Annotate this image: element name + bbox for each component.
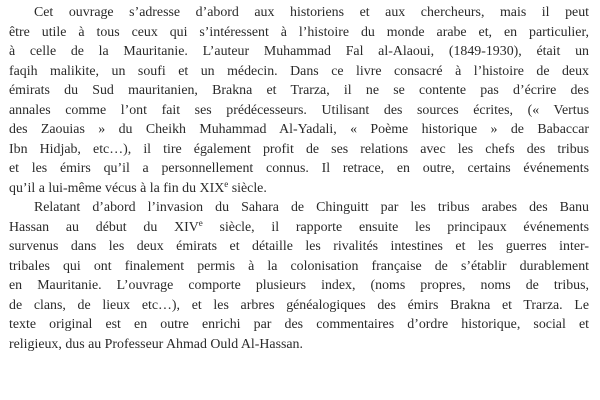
paragraph-2-line-2-after: siècle, il rapporte ensuite les principaux événements	[202, 219, 589, 235]
paragraph-1-line-1: Cet ouvrage s’adresse d’abord aux historiens et aux chercheurs, mais il peut	[34, 5, 589, 20]
paragraph-2-line-1: Relatant d’abord l’invasion du Sahara de Chinguitt par les tribus arabes des Banu	[34, 200, 589, 215]
paragraph-1-line-5: émirats du Sud mauritanien, Brakna et Trarza, il ne se contente pas d’écrire des	[9, 83, 589, 98]
paragraph-2-line-6: de clans, de lieux etc…), et les arbres généalogiques des émirs Brakna et Trarza. Le	[9, 297, 589, 313]
paragraph-2-line-2	[9, 218, 589, 238]
paragraph-1-line-2: être utile à tous ceux qui s’intéressent à l’histoire du monde arabe et, en particulier,	[9, 24, 589, 40]
paragraph-1-line-10-after: siècle.	[228, 180, 267, 196]
paragraph-1-line-10-before: qu’il a lui-même vécus à la fin du XIX	[9, 180, 225, 196]
paragraph-1-line-3: à celle de la Mauritanie. L’auteur Muhammad Fal al-Alaoui, (1849-1930), était un	[9, 44, 589, 59]
paragraph-1-line-8: Ibn Hidjab, etc…), il tire également profit de ses relations avec les chefs des tribus	[9, 141, 589, 157]
paragraph-2-line-7: texte original est en outre enrichi par des commentaires d’ordre historique, social et	[9, 317, 589, 332]
paragraph-1-line-10	[9, 179, 589, 199]
paragraph-2-line-2-before: Hassan au début du XIV	[9, 219, 199, 235]
paragraph-1-line-6: annales comme l’ont fait ses prédécesseurs. Utilisant des sources écrites, (« Vertus	[9, 102, 589, 118]
paragraph-1-line-4: faqih malikite, un soufi et un médecin. Dans ce livre consacré à l’histoire de deux	[9, 63, 589, 79]
body-text	[9, 3, 589, 354]
superscript-e: e	[224, 178, 229, 189]
paragraph-2-line-3: survenus dans les deux émirats et détaille les rivalités intestines et les guerres inter-	[9, 239, 589, 254]
superscript-e: e	[198, 217, 203, 228]
paragraph-1-line-9: et les émirs qu’il a personnellement connus. Il retrace, en outre, certains événements	[9, 161, 589, 176]
paragraph-2-line-4: tribales qui ont finalement permis à la colonisation française de s’établir durablement	[9, 258, 589, 274]
paragraph-2-line-5: en Mauritanie. L’ouvrage comporte plusieurs index, (noms propres, noms de tribus,	[9, 278, 589, 293]
paragraph-2-line-8: religieux, dus au Professeur Ahmad Ould Al-Hassan.	[9, 336, 303, 352]
paragraph-1-line-7: des Zaouias » du Cheikh Muhammad Al-Yadali, « Poème historique » de Babaccar	[9, 122, 589, 137]
